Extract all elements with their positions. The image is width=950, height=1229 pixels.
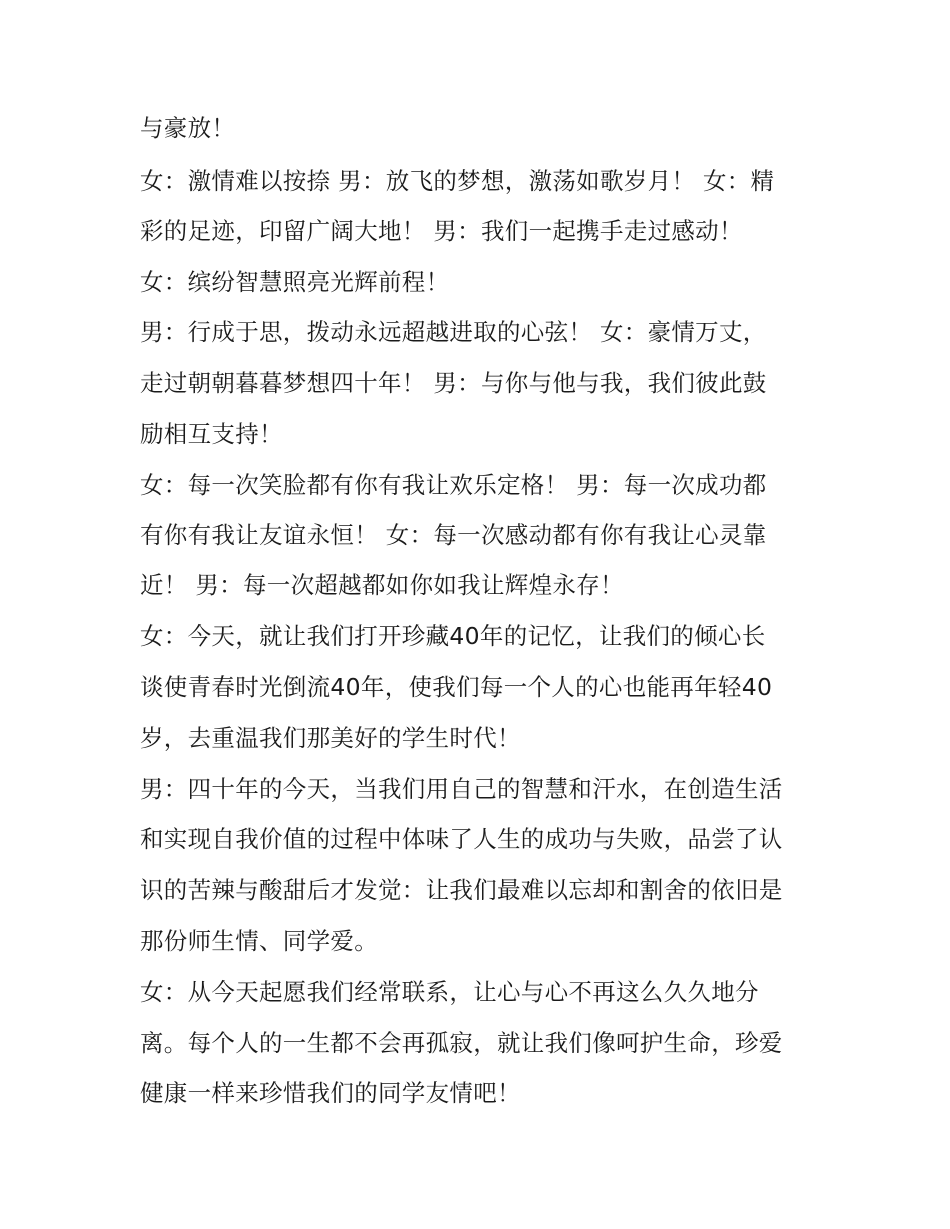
text-line: 男：四十年的今天，当我们用自己的智慧和汗水，在创造生活 [140, 775, 783, 803]
text-line: 健康一样来珍惜我们的同学友情吧！ [140, 1079, 521, 1107]
text-line: 走过朝朝暮暮梦想四十年！ 男：与你与他与我，我们彼此鼓 [140, 369, 767, 397]
text-line: 谈使青春时光倒流40年，使我们每一个人的心也能再年轻40 [140, 673, 773, 701]
text-line: 励相互支持！ [140, 420, 283, 448]
text-line: 女：激情难以按捺 男：放飞的梦想，激荡如歌岁月！ 女：精 [140, 167, 775, 195]
text-line: 有你有我让友谊永恒！ 女：每一次感动都有你有我让心灵靠 [140, 521, 767, 549]
text-line: 离。每个人的一生都不会再孤寂，就让我们像呵护生命，珍爱 [140, 1029, 783, 1057]
text-line: 岁，去重温我们那美好的学生时代！ [140, 724, 521, 752]
text-line: 男：行成于思，拨动永远超越进取的心弦！ 女：豪情万丈， [140, 318, 767, 346]
text-line: 近！ 男：每一次超越都如你如我让辉煌永存！ [140, 571, 624, 599]
text-line: 和实现自我价值的过程中体味了人生的成功与失败，品尝了认 [140, 825, 783, 853]
text-line: 女：今天，就让我们打开珍藏40年的记忆，让我们的倾心长 [140, 622, 766, 650]
text-line: 与豪放！ [140, 114, 236, 142]
text-line: 女：缤纷智慧照亮光辉前程！ [140, 268, 450, 296]
text-line: 女：每一次笑脸都有你有我让欢乐定格！ 男：每一次成功都 [140, 471, 767, 499]
text-line: 识的苦辣与酸甜后才发觉：让我们最难以忘却和割舍的依旧是 [140, 876, 783, 904]
text-line: 那份师生情、同学爱。 [140, 927, 378, 955]
text-line: 女：从今天起愿我们经常联系，让心与心不再这么久久地分 [140, 978, 759, 1006]
text-line: 彩的足迹，印留广阔大地！ 男：我们一起携手走过感动！ [140, 217, 743, 245]
